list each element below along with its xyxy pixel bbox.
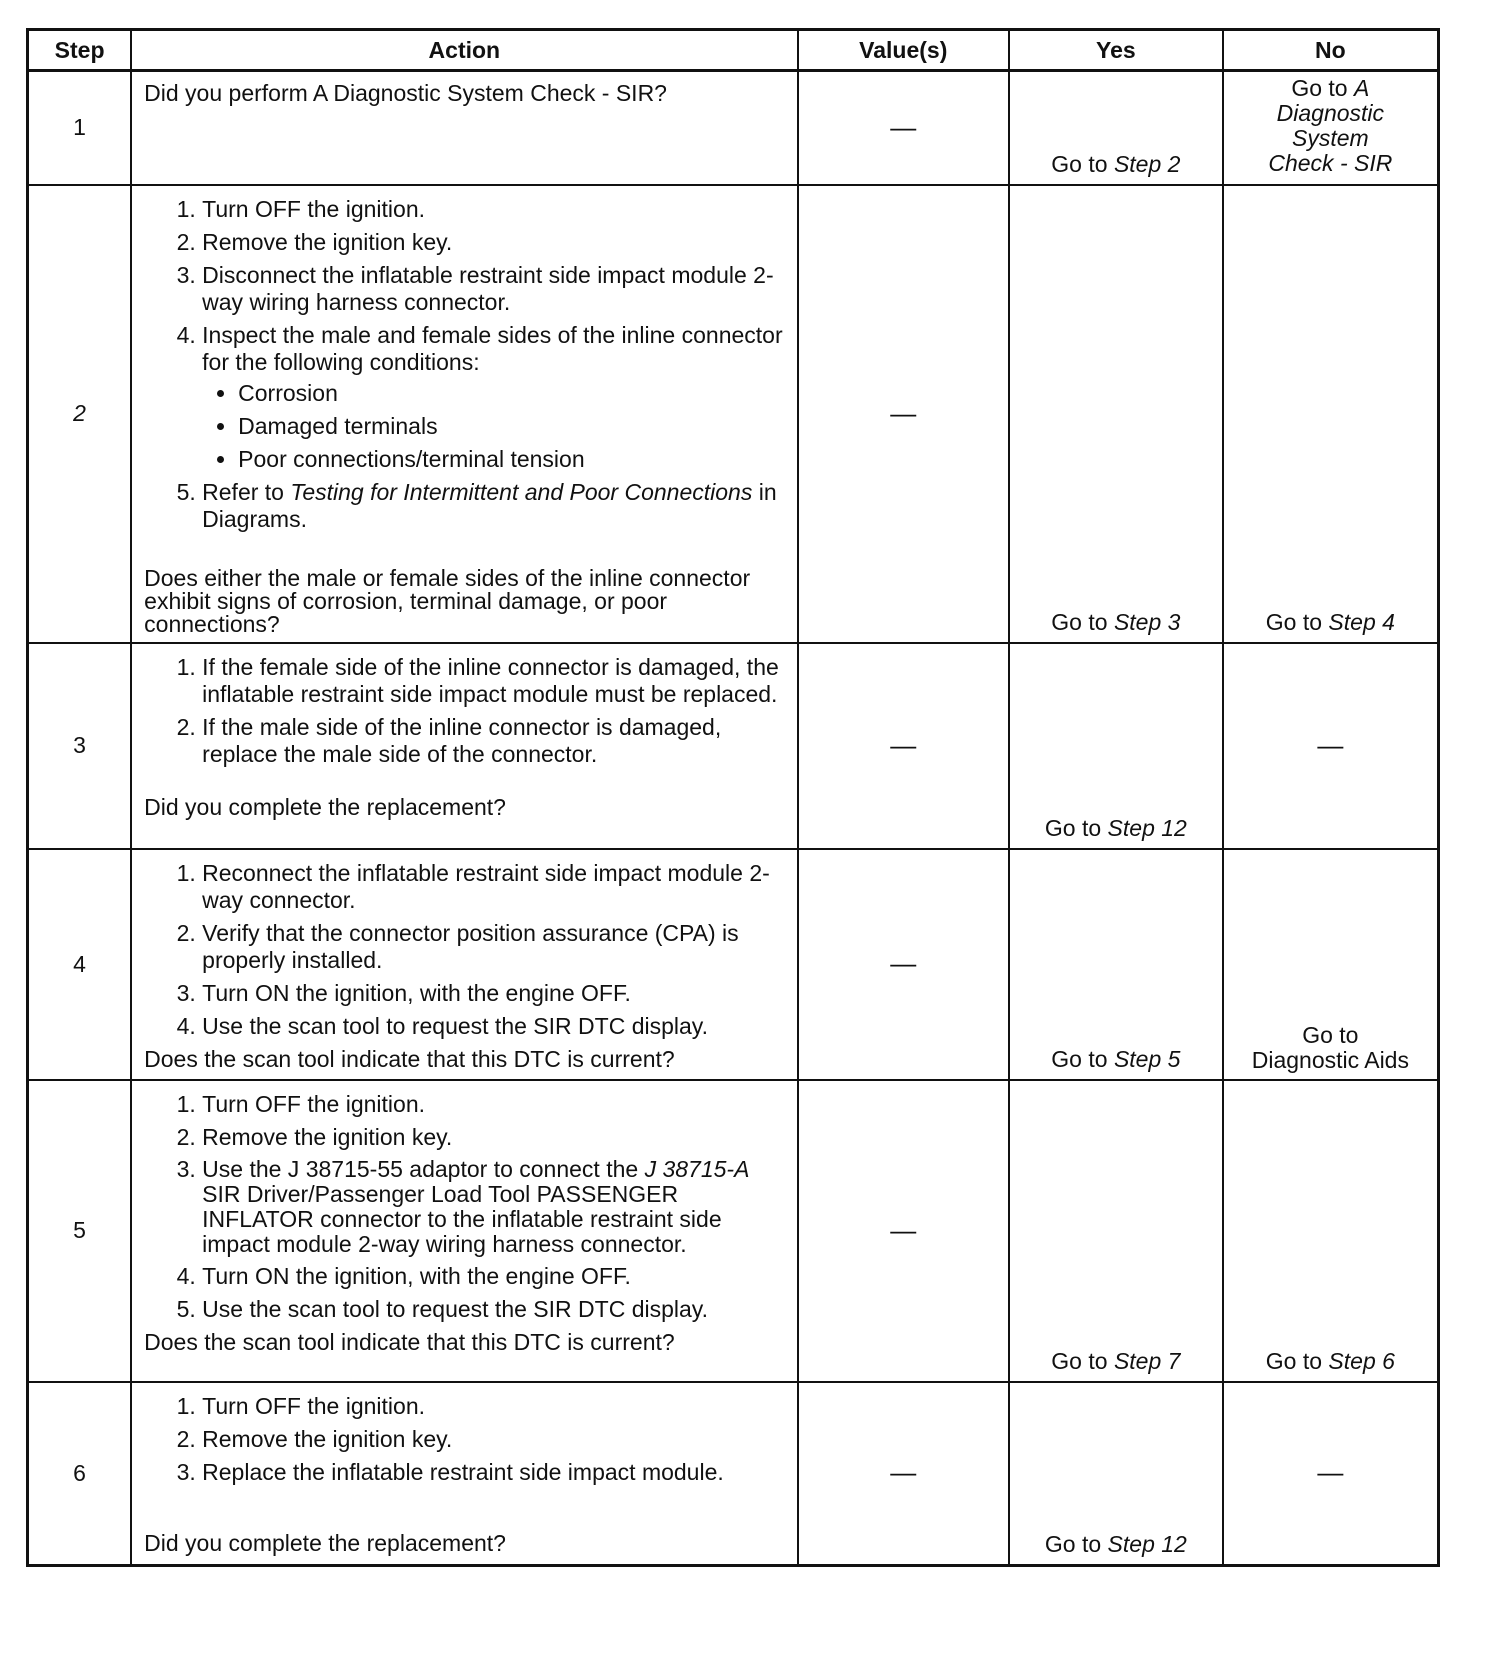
- header-values: Value(s): [798, 30, 1010, 71]
- step-number: 6: [28, 1382, 132, 1566]
- no-goto[interactable]: Go to Step 4: [1265, 608, 1395, 635]
- no-goto[interactable]: Go to Step 6: [1265, 1347, 1395, 1374]
- value-cell: —: [798, 1382, 1010, 1566]
- list-item: 2. Remove the ignition key.: [202, 1124, 784, 1151]
- list-item: 1. Turn OFF the ignition.: [202, 1091, 784, 1118]
- step-number: 2: [28, 185, 132, 643]
- list-item: • Corrosion: [238, 380, 784, 407]
- action-question: Does the scan tool indicate that this DTC is current?: [144, 1328, 675, 1355]
- no-dash: —: [1317, 1457, 1344, 1488]
- list-item: 2. Verify that the connector position assurance (CPA) is properly installed.: [202, 920, 784, 974]
- list-item: 3. Turn ON the ignition, with the engine OFF.: [202, 980, 784, 1007]
- yes-goto[interactable]: Go to Step 2: [1051, 150, 1181, 177]
- no-cell: [1223, 71, 1439, 185]
- yes-goto[interactable]: Go to Step 7: [1051, 1347, 1181, 1374]
- yes-goto[interactable]: Go to Step 3: [1051, 608, 1181, 635]
- table-row: [28, 643, 1439, 849]
- no-cell: [1223, 1382, 1439, 1566]
- table-row: [28, 849, 1439, 1080]
- action-question: Did you perform A Diagnostic System Check - SIR?: [144, 80, 667, 106]
- action-cell: [131, 185, 797, 643]
- list-item: 1. Turn OFF the ignition.: [202, 1393, 784, 1420]
- table-row: [28, 1080, 1439, 1382]
- header-no: No: [1223, 30, 1439, 71]
- action-question: Does the scan tool indicate that this DTC is current?: [144, 1045, 675, 1072]
- action-question: Did you complete the replacement?: [144, 793, 506, 820]
- step-link[interactable]: Step 5: [1113, 1045, 1181, 1072]
- action-cell: [131, 71, 797, 185]
- no-goto[interactable]: Go to Diagnostic Aids: [1251, 1021, 1409, 1073]
- yes-cell: [1009, 71, 1223, 185]
- list-item: 1. Reconnect the inflatable restraint side impact module 2-way connector.: [202, 860, 784, 914]
- no-cell: [1223, 185, 1439, 643]
- condition-list: [202, 380, 784, 473]
- step-number: 5: [28, 1080, 132, 1382]
- value-cell: —: [798, 849, 1010, 1080]
- table-row: [28, 1382, 1439, 1566]
- header-yes: Yes: [1009, 30, 1223, 71]
- no-goto[interactable]: Go to A Diagnostic System Check - SIR: [1268, 75, 1393, 176]
- value-cell: —: [798, 643, 1010, 849]
- list-item: 4. Inspect the male and female sides of the inline connector for the following conditions: • Corrosion • Damaged terminals • Poor connections/terminal tension: [202, 322, 784, 473]
- step-link[interactable]: Step 7: [1113, 1347, 1181, 1374]
- yes-cell: [1009, 643, 1223, 849]
- header-action: Action: [131, 30, 797, 71]
- action-cell: [131, 1080, 797, 1382]
- step-link[interactable]: Step 3: [1113, 608, 1181, 635]
- no-cell: [1223, 849, 1439, 1080]
- list-item: 1. Turn OFF the ignition.: [202, 196, 784, 223]
- action-cell: [131, 849, 797, 1080]
- yes-goto[interactable]: Go to Step 5: [1051, 1045, 1181, 1072]
- list-item: 3. Use the J 38715-55 adaptor to connect the J 38715-A SIR Driver/Passenger Load Tool PASSENGER INFLATOR connector to the inflatable restraint side impact module 2-way wiring harness connector.: [202, 1157, 784, 1257]
- step-link[interactable]: Step 12: [1107, 1531, 1187, 1557]
- substep-list: [144, 654, 784, 768]
- list-item: 2. Remove the ignition key.: [202, 1426, 784, 1453]
- step-number: 4: [28, 849, 132, 1080]
- yes-goto[interactable]: Go to Step 12: [1044, 814, 1187, 841]
- action-cell: [131, 643, 797, 849]
- no-cell: [1223, 1080, 1439, 1382]
- tool-link[interactable]: J 38715-A: [644, 1155, 750, 1182]
- list-item: 3. Disconnect the inflatable restraint side impact module 2-way wiring harness connector.: [202, 262, 784, 316]
- step-link[interactable]: Step 6: [1328, 1347, 1395, 1374]
- substep-list: [144, 1393, 784, 1486]
- substep-list: [144, 860, 784, 1040]
- yes-cell: [1009, 1382, 1223, 1566]
- list-item: 1. If the female side of the inline connector is damaged, the inflatable restraint side impact module must be replaced.: [202, 654, 784, 708]
- diagnostic-check-link[interactable]: A: [1354, 75, 1370, 101]
- list-item: 3. Replace the inflatable restraint side impact module.: [202, 1459, 784, 1486]
- value-dash: —: [890, 111, 917, 142]
- step-number: 3: [28, 643, 132, 849]
- yes-goto[interactable]: Go to Step 12: [1044, 1531, 1187, 1557]
- yes-cell: [1009, 185, 1223, 643]
- step-number: 1: [28, 71, 132, 185]
- action-question: Does either the male or female sides of the inline connector exhibit signs of corrosion, terminal damage, or poor connections?: [144, 564, 751, 637]
- list-item: • Poor connections/terminal tension: [238, 446, 784, 473]
- list-item: 2. If the male side of the inline connector is damaged, replace the male side of the connector.: [202, 714, 784, 768]
- step-link[interactable]: Step 4: [1328, 608, 1395, 635]
- step-link[interactable]: Step 12: [1107, 814, 1187, 841]
- header-row: [28, 30, 1439, 71]
- action-cell: [131, 1382, 797, 1566]
- step-link[interactable]: Step 2: [1113, 150, 1181, 177]
- list-item: 4. Turn ON the ignition, with the engine OFF.: [202, 1263, 784, 1290]
- list-item: 4. Use the scan tool to request the SIR DTC display.: [202, 1013, 784, 1040]
- diagnostic-table: [26, 28, 1440, 1567]
- reference-link[interactable]: Testing for Intermittent and Poor Connections: [290, 478, 753, 505]
- no-cell: [1223, 643, 1439, 849]
- list-item: 2. Remove the ignition key.: [202, 229, 784, 256]
- yes-cell: [1009, 849, 1223, 1080]
- value-cell: [798, 71, 1010, 185]
- header-step: Step: [28, 30, 132, 71]
- value-cell: —: [798, 1080, 1010, 1382]
- list-item: • Damaged terminals: [238, 413, 784, 440]
- table-row: [28, 71, 1439, 185]
- action-question: Did you complete the replacement?: [144, 1529, 506, 1556]
- no-dash: —: [1317, 729, 1344, 760]
- value-cell: —: [798, 185, 1010, 643]
- substep-list: [144, 1091, 784, 1323]
- yes-cell: [1009, 1080, 1223, 1382]
- list-item: 5. Use the scan tool to request the SIR DTC display.: [202, 1296, 784, 1323]
- table-row: [28, 185, 1439, 643]
- substep-list: [144, 196, 784, 533]
- list-item: 5. Refer to Testing for Intermittent and Poor Connections in Diagrams.: [202, 479, 784, 533]
